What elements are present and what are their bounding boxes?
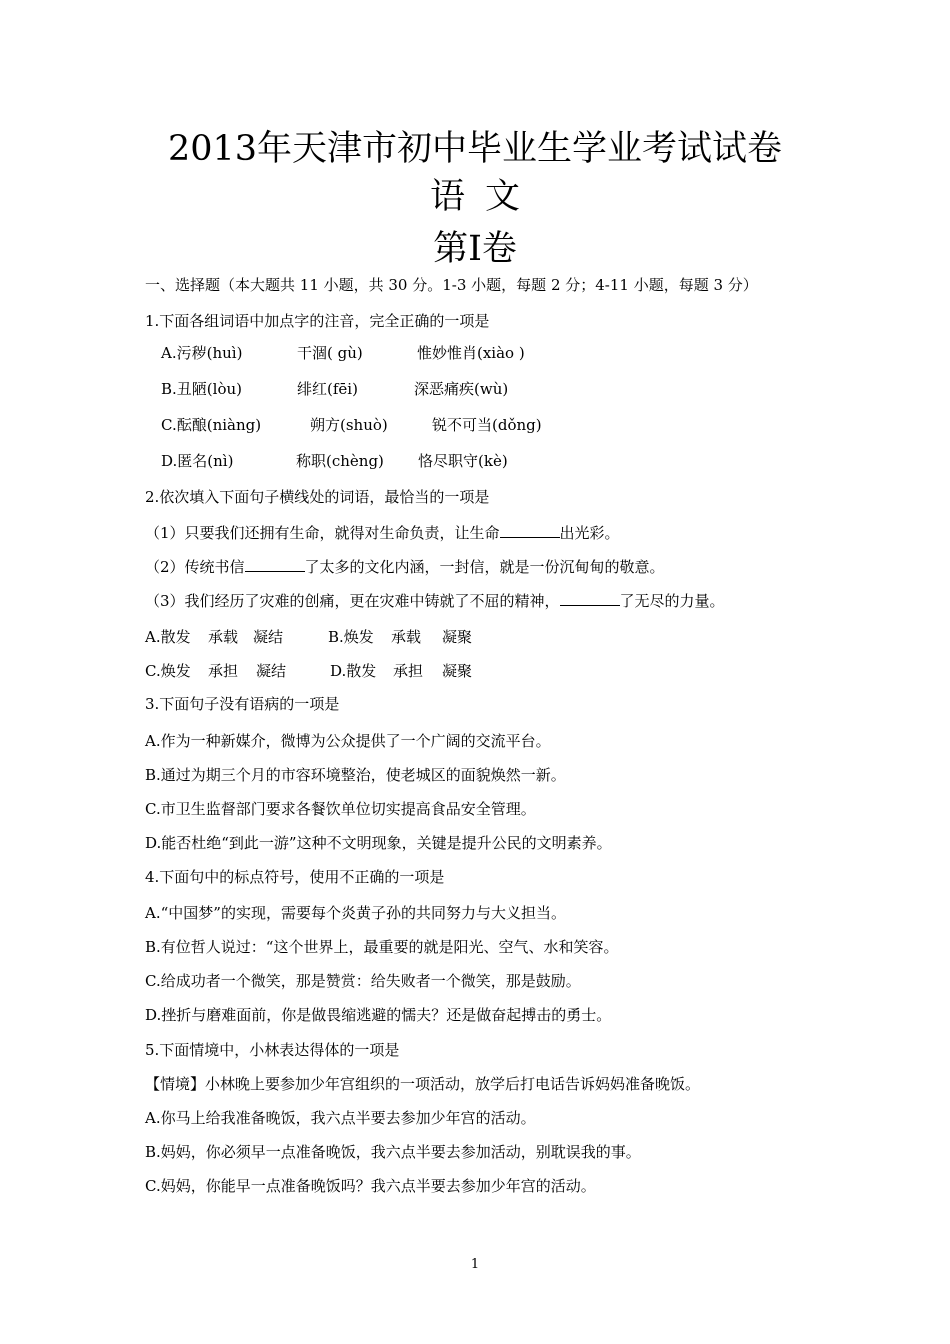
q2-option-a-3: 凝结 xyxy=(253,628,284,646)
q4-option-a: A.“中国梦”的实现，需要每个炎黄子孙的共同努力与大义担当。 xyxy=(145,904,566,922)
q1-option-c-1: C.酝酿(niàng) xyxy=(161,416,262,434)
q2-sentence-1-part-a: （1）只要我们还拥有生命，就得对生命负责，让生命 xyxy=(145,524,500,542)
q2-blank-3 xyxy=(560,590,620,606)
q1-stem: 1.下面各组词语中加点字的注音，完全正确的一项是 xyxy=(145,312,490,330)
q1-option-d-3: 恪尽职守(kè) xyxy=(418,452,508,470)
q5-option-a: A.你马上给我准备晚饭，我六点半要去参加少年宫的活动。 xyxy=(145,1109,536,1127)
q2-sentence-3-part-a: （3）我们经历了灾难的创痛，更在灾难中铸就了不屈的精神， xyxy=(145,592,560,610)
q2-sentence-1 xyxy=(145,522,620,544)
q2-option-b-1: B.焕发 xyxy=(328,628,374,646)
exam-title: 2013年天津市初中毕业生学业考试试卷 xyxy=(167,129,783,169)
page-number: 1 xyxy=(470,1257,480,1272)
subject-title: 语文 xyxy=(429,177,540,217)
q1-option-d-1: D.匿名(nì) xyxy=(161,452,234,470)
q5-option-b: B.妈妈，你必须早一点准备晚饭，我六点半要去参加活动，别耽误我的事。 xyxy=(145,1143,641,1161)
section-header: 一、选择题（本大题共 11 小题，共 30 分。1-3 小题，每题 2 分；4-11 小题，每题 3 分） xyxy=(145,276,758,294)
q2-option-c-2: 承担 xyxy=(208,662,239,680)
q5-option-c: C.妈妈，你能早一点准备晚饭吗？我六点半要去参加少年宫的活动。 xyxy=(145,1177,596,1195)
q1-option-a-2: 干涸( gù) xyxy=(297,344,363,362)
q1-option-b-3: 深恶痛疾(wù) xyxy=(414,380,509,398)
q2-option-c-1: C.焕发 xyxy=(145,662,191,680)
q2-option-a-1: A.散发 xyxy=(145,628,191,646)
q3-option-d: D.能否杜绝“到此一游”这种不文明现象，关键是提升公民的文明素养。 xyxy=(145,834,612,852)
q5-stem: 5.下面情境中，小林表达得体的一项是 xyxy=(145,1041,400,1059)
q2-sentence-2 xyxy=(145,556,665,578)
q2-blank-1 xyxy=(500,522,560,538)
q2-sentence-3 xyxy=(145,590,725,612)
q2-option-d-1: D.散发 xyxy=(330,662,377,680)
q1-option-b-1: B.丑陋(lòu) xyxy=(161,380,242,398)
q2-option-c-3: 凝结 xyxy=(256,662,287,680)
q2-sentence-2-part-b: 了太多的文化内涵，一封信，就是一份沉甸甸的敬意。 xyxy=(304,558,665,576)
q2-sentence-2-part-a: （2）传统书信 xyxy=(145,558,245,576)
q3-option-b: B.通过为期三个月的市容环境整治，使老城区的面貌焕然一新。 xyxy=(145,766,566,784)
q4-option-d: D.挫折与磨难面前，你是做畏缩逃避的懦夫？还是做奋起搏击的勇士。 xyxy=(145,1006,612,1024)
q4-option-c: C.给成功者一个微笑，那是赞赏：给失败者一个微笑，那是鼓励。 xyxy=(145,972,581,990)
q3-option-a: A.作为一种新媒介，微博为公众提供了一个广阔的交流平台。 xyxy=(145,732,551,750)
q5-context: 【情境】小林晚上要参加少年宫组织的一项活动，放学后打电话告诉妈妈准备晚饭。 xyxy=(145,1075,701,1093)
q2-stem: 2.依次填入下面句子横线处的词语，最恰当的一项是 xyxy=(145,488,490,506)
q2-blank-2 xyxy=(245,556,305,572)
q2-option-b-2: 承载 xyxy=(391,628,422,646)
q1-option-b-2: 绯红(fēi) xyxy=(297,380,358,398)
q1-option-a-3: 惟妙惟肖(xiào ) xyxy=(417,344,525,362)
q2-option-a-2: 承载 xyxy=(208,628,239,646)
q1-option-d-2: 称职(chèng) xyxy=(296,452,384,470)
q3-option-c: C.市卫生监督部门要求各餐饮单位切实提高食品安全管理。 xyxy=(145,800,536,818)
q4-option-b: B.有位哲人说过：“这个世界上，最重要的就是阳光、空气、水和笑容。 xyxy=(145,938,619,956)
q3-stem: 3.下面句子没有语病的一项是 xyxy=(145,695,340,713)
q2-option-d-3: 凝聚 xyxy=(442,662,473,680)
q2-option-b-3: 凝聚 xyxy=(442,628,473,646)
q2-sentence-3-part-b: 了无尽的力量。 xyxy=(619,592,725,610)
q4-stem: 4.下面句中的标点符号，使用不正确的一项是 xyxy=(145,868,445,886)
volume-title: 第Ⅰ卷 xyxy=(433,229,517,269)
q1-option-c-3: 锐不可当(dǒng) xyxy=(432,416,542,434)
q1-option-c-2: 朔方(shuò) xyxy=(310,416,388,434)
q1-option-a-1: A.污秽(huì) xyxy=(161,344,243,362)
q2-sentence-1-part-b: 出光彩。 xyxy=(559,524,620,542)
q2-option-d-2: 承担 xyxy=(393,662,424,680)
